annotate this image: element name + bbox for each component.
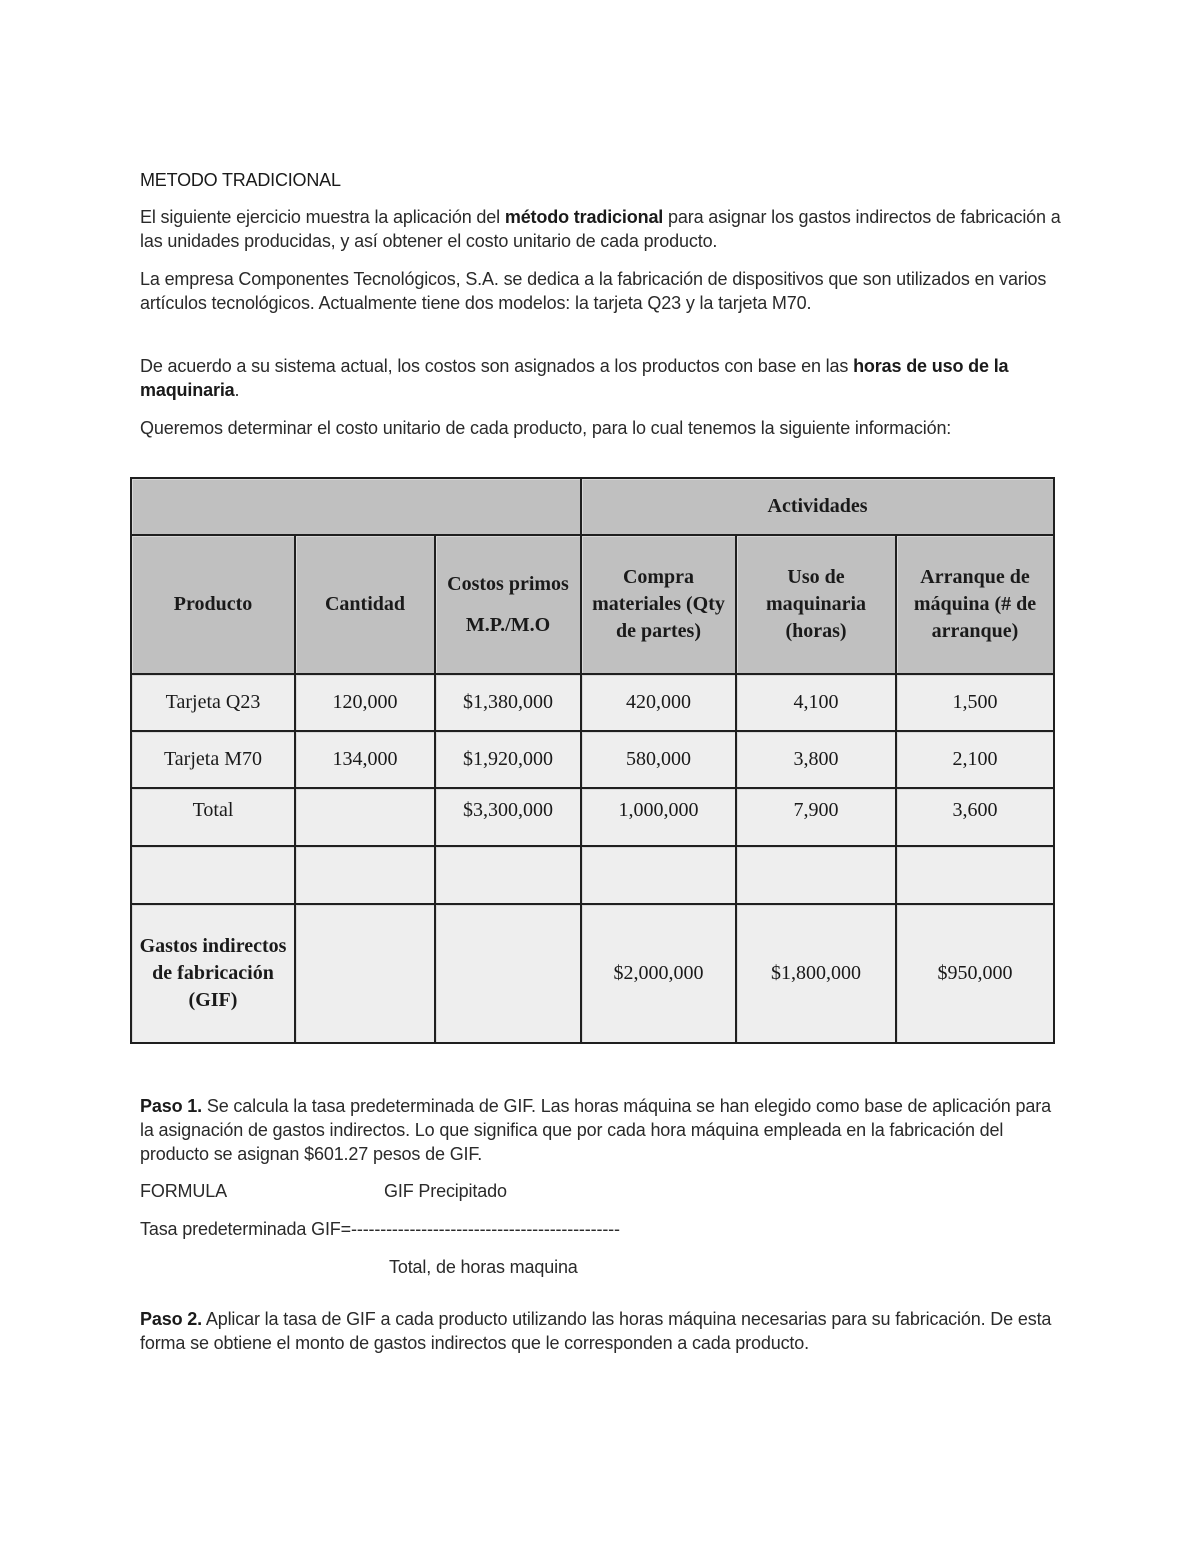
cell-cantidad xyxy=(295,788,435,846)
header-cantidad: Cantidad xyxy=(295,535,435,674)
cell-cantidad: 120,000 xyxy=(295,674,435,731)
cell-arranque: 1,500 xyxy=(896,674,1054,731)
system-paragraph xyxy=(140,354,1065,402)
header-arranque-maquina: Arranque de máquina (# de arranque) xyxy=(896,535,1054,674)
activities-header: Actividades xyxy=(581,478,1054,535)
header-costos-primos xyxy=(435,535,581,674)
paso1-text: Se calcula la tasa predeterminada de GIF. Las horas máquina se han elegido como base de aplicación para la asignación de gastos indirectos. Lo que significa que por cada hora máquina empleada en la fabricación del producto se asignan $601.27 pesos de GIF. xyxy=(140,1096,1051,1164)
paso2-paragraph xyxy=(140,1307,1065,1355)
formula-line xyxy=(140,1219,620,1240)
document-title: METODO TRADICIONAL xyxy=(140,170,341,190)
table-row xyxy=(131,731,1054,788)
cell-gif-label: Gastos indirectos de fabricación (GIF) xyxy=(131,904,295,1043)
cell-compra: 580,000 xyxy=(581,731,736,788)
cell-costos xyxy=(435,904,581,1043)
intro-bold: método tradicional xyxy=(504,207,664,227)
paso2-text: Aplicar la tasa de GIF a cada producto utilizando las horas máquina necesarias para su fabricación. De esta forma se obtiene el monto de gastos indirectos que le corresponden a cada producto. xyxy=(140,1309,1052,1353)
header-producto: Producto xyxy=(131,535,295,674)
header-compra-materiales: Compra materiales (Qty de partes) xyxy=(581,535,736,674)
system-text-1: De acuerdo a su sistema actual, los costos son asignados a los productos con base en las xyxy=(140,356,854,376)
cell-empty xyxy=(131,846,295,904)
group-header-blank xyxy=(131,478,581,535)
table-row-total xyxy=(131,788,1054,846)
cell-cantidad: 134,000 xyxy=(295,731,435,788)
paso2-label: Paso 2. xyxy=(140,1309,202,1329)
formula-numerator: GIF Precipitado xyxy=(384,1181,507,1201)
cell-uso: $1,800,000 xyxy=(736,904,896,1043)
formula-label: FORMULA xyxy=(140,1181,227,1201)
intro-text-2: para asignar los gastos indirectos de fabricación a las unidades producidas, y así obtener el costo unitario de cada producto. xyxy=(140,207,1061,251)
cell-arranque: $950,000 xyxy=(896,904,1054,1043)
cell-costos: $1,920,000 xyxy=(435,731,581,788)
cell-cantidad xyxy=(295,904,435,1043)
cell-empty xyxy=(435,846,581,904)
cell-costos: $1,380,000 xyxy=(435,674,581,731)
header-uso-maquinaria: Uso de maquinaria (horas) xyxy=(736,535,896,674)
cell-producto: Total xyxy=(131,788,295,846)
cost-table xyxy=(130,477,1055,1044)
system-text-2: . xyxy=(234,380,240,400)
paso1-paragraph xyxy=(140,1094,1065,1166)
cell-costos: $3,300,000 xyxy=(435,788,581,846)
cell-empty xyxy=(295,846,435,904)
header-costos-label: Costos primos xyxy=(447,572,569,595)
cell-empty xyxy=(581,846,736,904)
cell-producto: Tarjeta M70 xyxy=(131,731,295,788)
table-row xyxy=(131,674,1054,731)
cell-producto: Tarjeta Q23 xyxy=(131,674,295,731)
cell-uso: 7,900 xyxy=(736,788,896,846)
cell-uso: 3,800 xyxy=(736,731,896,788)
formula-fraction-bar: ---------------------------------------------- xyxy=(351,1219,620,1239)
cell-arranque: 2,100 xyxy=(896,731,1054,788)
formula-denominator: Total, de horas maquina xyxy=(389,1257,578,1277)
header-costos-sub: M.P./M.O xyxy=(465,613,551,636)
cell-arranque: 3,600 xyxy=(896,788,1054,846)
table-row-empty xyxy=(131,846,1054,904)
intro-text-1: El siguiente ejercicio muestra la aplicación del xyxy=(140,207,505,227)
company-paragraph: La empresa Componentes Tecnológicos, S.A. se dedica a la fabricación de dispositivos que son utilizados en varios artículos tecnológicos. Actualmente tiene dos modelos: la tarjeta Q23 y la tarjeta M70. xyxy=(140,269,1047,313)
system-bold: horas de uso de la maquinaria xyxy=(140,356,1009,400)
intro-paragraph xyxy=(140,205,1065,253)
paso1-label: Paso 1. xyxy=(140,1096,202,1116)
cell-empty xyxy=(736,846,896,904)
column-header-row xyxy=(131,535,1054,674)
cell-empty xyxy=(896,846,1054,904)
group-header-row xyxy=(131,478,1054,535)
cell-compra: 1,000,000 xyxy=(581,788,736,846)
cell-compra: 420,000 xyxy=(581,674,736,731)
cell-compra: $2,000,000 xyxy=(581,904,736,1043)
formula-lhs: Tasa predeterminada GIF= xyxy=(140,1219,352,1239)
table-row-gif xyxy=(131,904,1054,1043)
cell-uso: 4,100 xyxy=(736,674,896,731)
goal-paragraph: Queremos determinar el costo unitario de cada producto, para lo cual tenemos la siguiente información: xyxy=(140,418,952,438)
